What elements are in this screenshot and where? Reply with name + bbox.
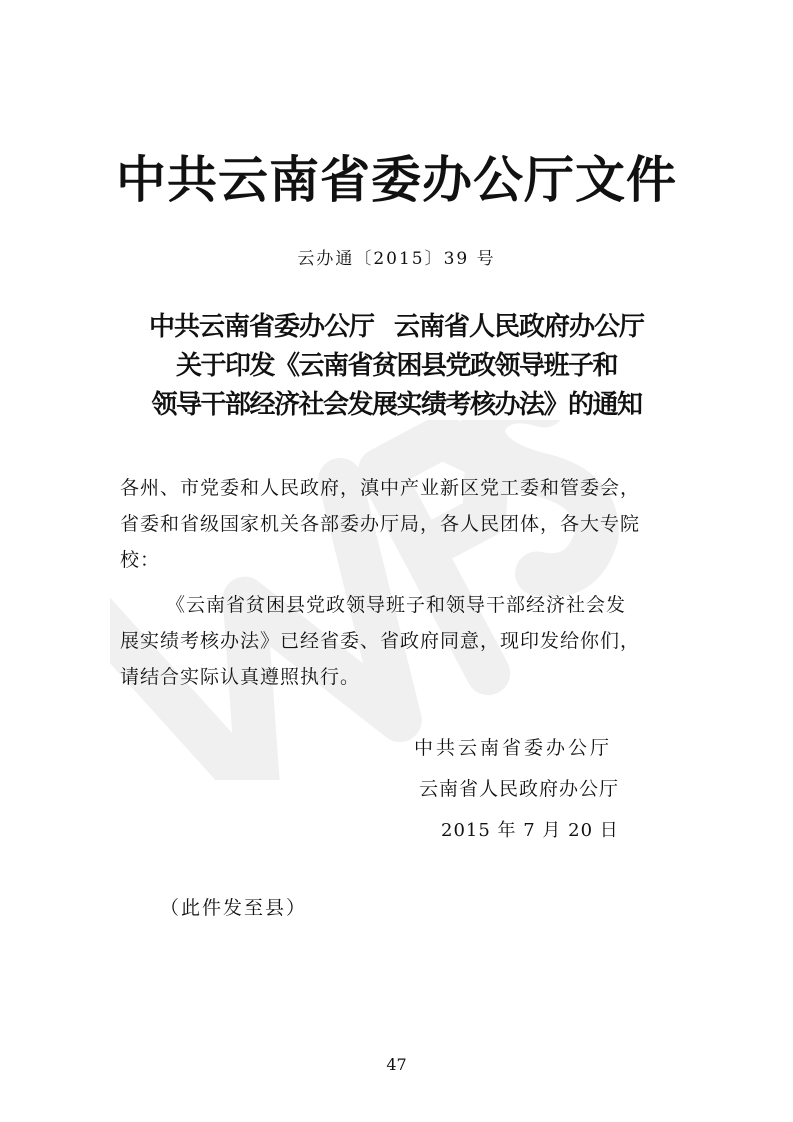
- signature-date: 2015 年 7 月 20 日: [441, 820, 619, 841]
- document-header: 中共云南省委办公厅文件: [116, 150, 677, 209]
- addressee-block: [120, 470, 680, 578]
- addressee-line: 省委和省级国家机关各部委办厅局，各人民团体，各大专院: [120, 513, 641, 535]
- title-line-2: 关于印发《云南省贫困县党政领导班子和: [175, 351, 617, 381]
- distribution-note: （此件发至县）: [160, 897, 308, 919]
- title-issuer-2: 云南省人民政府办公厅: [394, 312, 645, 342]
- document-title: [0, 308, 793, 425]
- page-number: 47: [386, 1055, 407, 1074]
- signature-issuer-1: 中共云南省委办公厅: [414, 737, 613, 759]
- document-number: 云办通〔2015〕39 号: [297, 249, 496, 269]
- title-line-3: 领导干部经济社会发展实绩考核办法》的通知: [151, 390, 642, 420]
- body-paragraph: [120, 587, 680, 695]
- body-line: 《云南省贫困县党政领导班子和领导干部经济社会发: [166, 594, 627, 616]
- signature-issuer-2: 云南省人民政府办公厅: [419, 778, 620, 800]
- title-issuer-1: 中共云南省委办公厅: [148, 312, 374, 342]
- title-line-1: [0, 308, 793, 347]
- addressee-line: 校：: [120, 549, 161, 571]
- body-line: 请结合实际认真遵照执行。: [120, 666, 361, 688]
- body-line: 展实绩考核办法》已经省委、省政府同意，现印发给你们，: [120, 630, 641, 652]
- addressee-line: 各州、市党委和人民政府，滇中产业新区党工委和管委会，: [120, 477, 641, 499]
